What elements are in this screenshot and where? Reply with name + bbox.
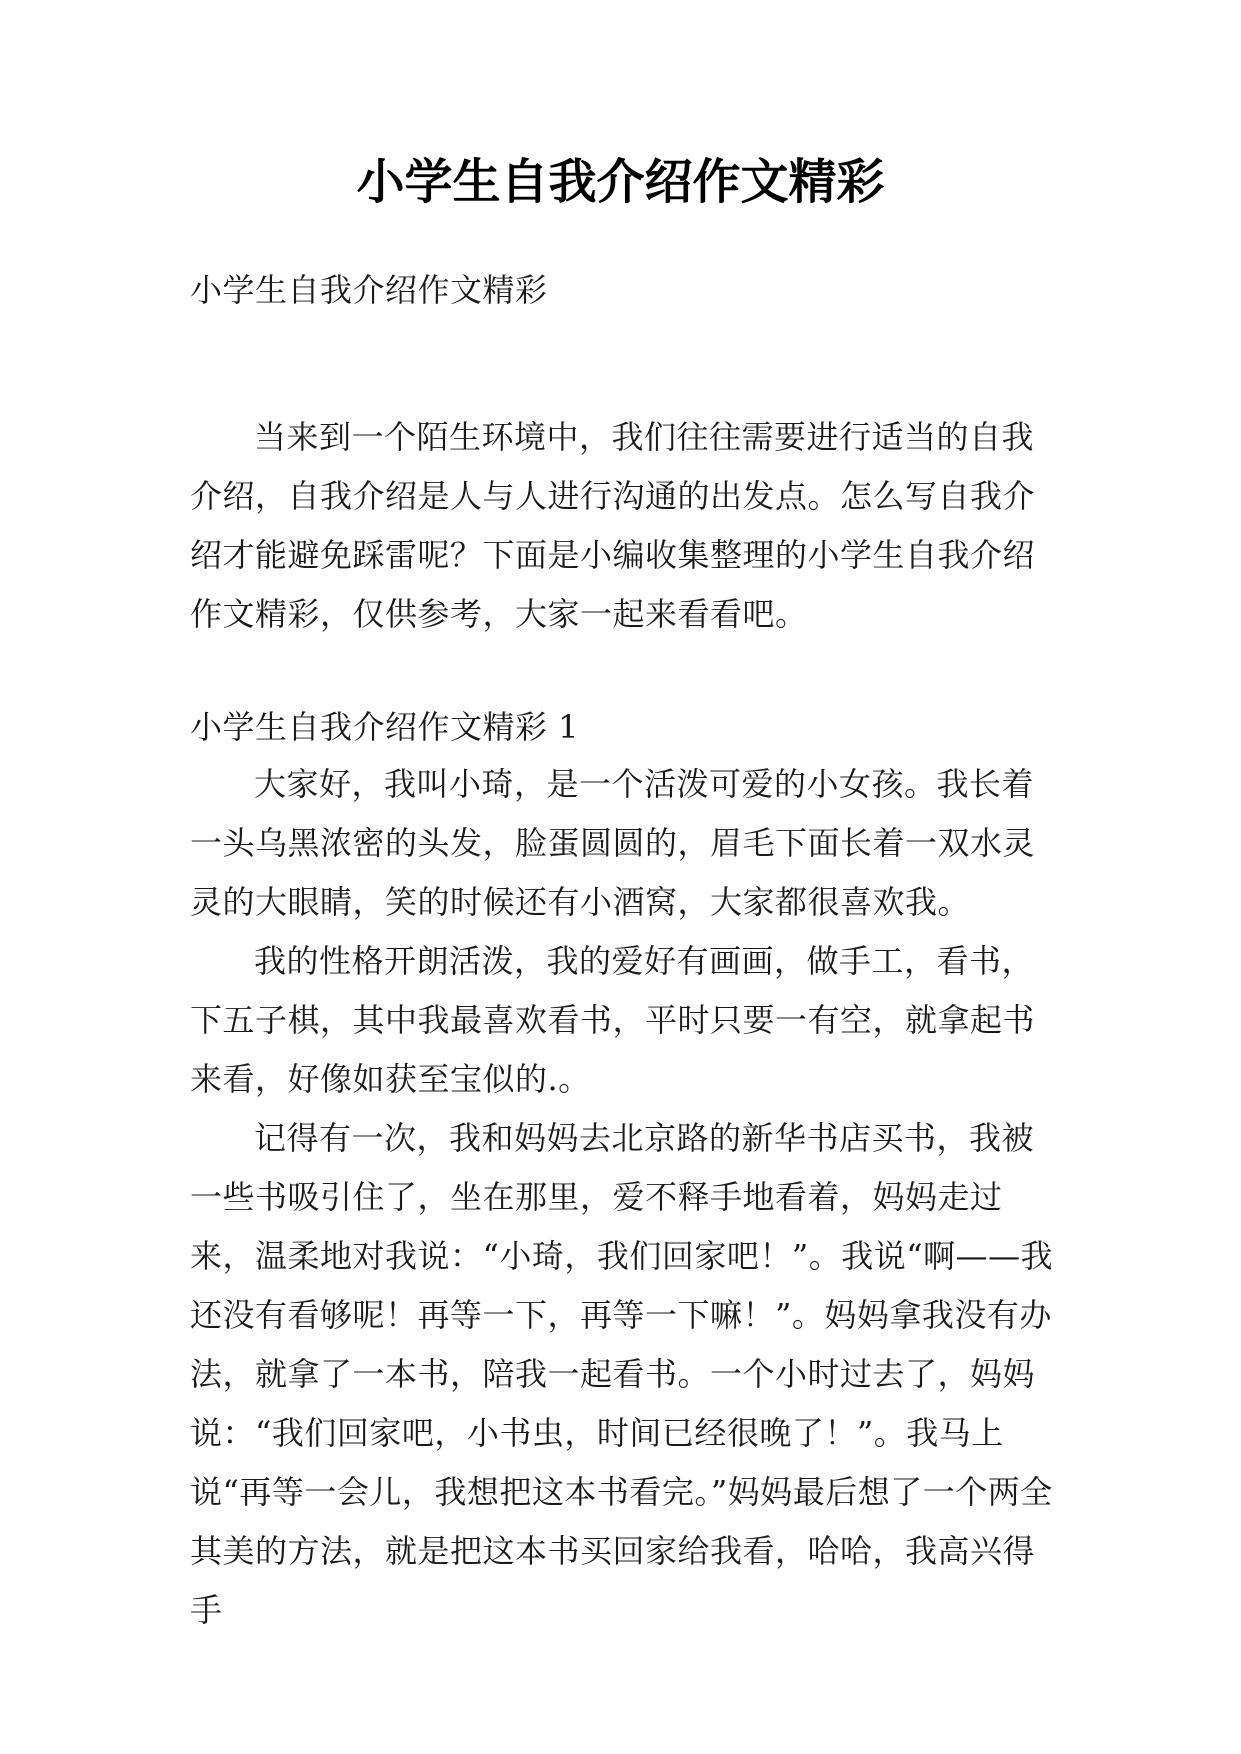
document-subtitle: 小学生自我介绍作文精彩	[190, 271, 548, 309]
article-body	[190, 755, 1054, 1640]
intro-paragraph: 当来到一个陌生环境中，我们往往需要进行适当的自我介绍，自我介绍是人与人进行沟通的出发点。怎么写自我介绍才能避免踩雷呢？下面是小编收集整理的小学生自我介绍作文精彩，仅供参考，大家一起来看看吧。	[190, 418, 1036, 633]
article-paragraph: 我的性格开朗活泼，我的爱好有画画，做手工，看书，下五子棋，其中我最喜欢看书，平时只要一有空，就拿起书来看，好像如获至宝似的.。	[190, 942, 1036, 1098]
section-heading: 小学生自我介绍作文精彩 1	[190, 708, 580, 746]
article-paragraph: 记得有一次，我和妈妈去北京路的新华书店买书，我被一些书吸引住了，坐在那里，爱不释手地看着，妈妈走过来，温柔地对我说：“小琦，我们回家吧！”。我说“啊——我还没有看够呢！再等一下，再等一下嘛！”。妈妈拿我没有办法，就拿了一本书，陪我一起看书。一个小时过去了，妈妈说：“我们回家吧，小书虫，时间已经很晚了！”。我马上说“再等一会儿，我想把这本书看完。”妈妈最后想了一个两全其美的方法，就是把这本书买回家给我看，哈哈，我高兴得手	[190, 1119, 1054, 1629]
article-paragraph: 大家好，我叫小琦，是一个活泼可爱的小女孩。我长着一头乌黑浓密的头发，脸蛋圆圆的，眉毛下面长着一双水灵灵的大眼睛，笑的时候还有小酒窝，大家都很喜欢我。	[190, 765, 1036, 921]
document-title: 小学生自我介绍作文精彩	[356, 154, 885, 210]
